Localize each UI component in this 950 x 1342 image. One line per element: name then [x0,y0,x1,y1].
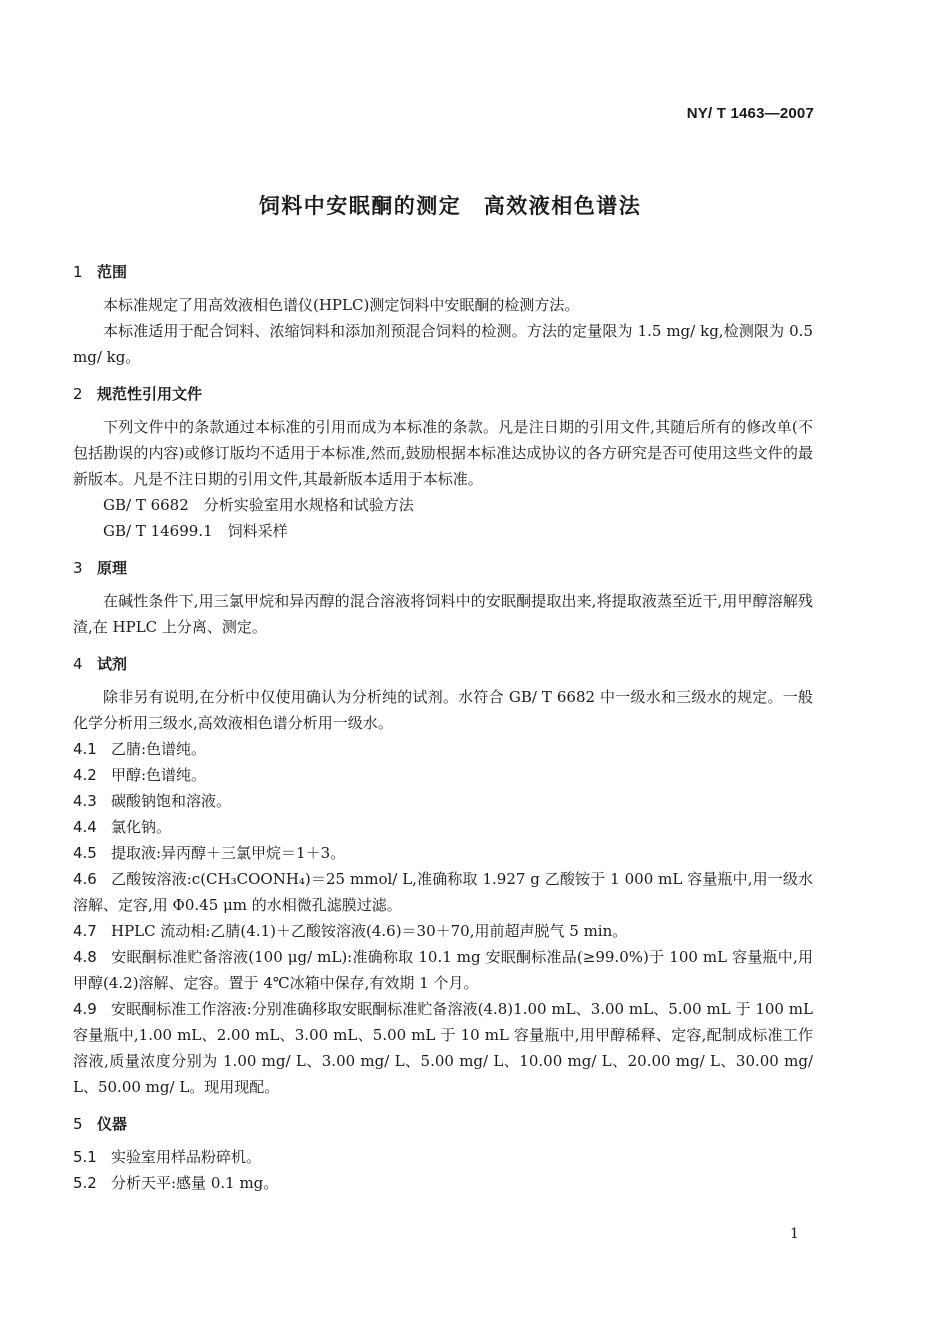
list-item [73,814,813,840]
section-heading-reagents [73,652,813,676]
item-text: 乙腈:色谱纯。 [111,740,207,758]
item-number: 4.9 [73,1000,97,1018]
item-text: 分析天平:感量 0.1 mg。 [111,1174,279,1192]
paragraph: 本标准适用于配合饲料、浓缩饲料和添加剂预混合饲料的检测。方法的定量限为 1.5 mg/ kg,检测限为 0.5 mg/ kg。 [73,322,813,366]
paragraph: 除非另有说明,在分析中仅使用确认为分析纯的试剂。水符合 GB/ T 6682 中一级水和三级水的规定。一般化学分析用三级水,高效液相色谱分析用一级水。 [73,688,813,732]
paragraph: 下列文件中的条款通过本标准的引用而成为本标准的条款。凡是注日期的引用文件,其随后所有的修改单(不包括勘误的内容)或修订版均不适用于本标准,然而,鼓励根据本标准达成协议的各方研究是否可使用这些文件的最新版本。凡是不注日期的引用文件,其最新版本适用于本标准。 [73,418,813,488]
section-heading-scope [73,260,813,284]
section-number: 2 [73,385,83,403]
section-heading-principle [73,556,813,580]
list-item [73,996,813,1100]
item-text: 氯化钠。 [111,818,172,836]
section-title: 试剂 [97,655,128,673]
list-item [73,788,813,814]
section-heading-references [73,382,813,406]
list-item [73,944,813,996]
item-text: 提取液:异丙醇＋三氯甲烷＝1＋3。 [111,844,346,862]
document-body [73,260,813,1196]
item-text: 安眠酮标准贮备溶液(100 μg/ mL):准确称取 10.1 mg 安眠酮标准品(≥99.0%)于 100 mL 容量瓶中,用甲醇(4.2)溶解、定容。置于 4℃冰箱中保存,有效期 1 个月。 [73,948,813,992]
section-number: 1 [73,263,83,281]
list-item [73,762,813,788]
page-number: 1 [790,1226,799,1242]
section-title: 原理 [97,559,128,577]
list-item [73,866,813,918]
document-title: 饲料中安眠酮的测定 高效液相色谱法 [258,194,642,218]
item-number: 5.1 [73,1148,97,1166]
list-item [73,840,813,866]
item-text: HPLC 流动相:乙腈(4.1)＋乙酸铵溶液(4.6)＝30＋70,用前超声脱气 5 min。 [111,922,628,940]
item-number: 4.6 [73,870,97,888]
item-text: 乙酸铵溶液:c(CH₃COONH₄)＝25 mmol/ L,准确称取 1.927 g 乙酸铵于 1 000 mL 容量瓶中,用一级水溶解、定容,用 Φ0.45 μm 的水相微孔滤膜过滤。 [73,870,813,914]
item-text: 碳酸钠饱和溶液。 [111,792,232,810]
item-number: 4.3 [73,792,97,810]
item-text: 安眠酮标准工作溶液:分别准确移取安眠酮标准贮备溶液(4.8)1.00 mL、3.00 mL、5.00 mL 于 100 mL 容量瓶中,1.00 mL、2.00 mL、3.00 mL、5.00 mL 于 10 mL 容量瓶中,用甲醇稀释、定容,配制成标准工作溶液,质量浓度分别为 1.00 mg/ L、3.00 mg/ L、5.00 mg/ L、10.00 mg/ L、20.00 mg/ L、30.00 mg/ L、50.00 mg/ L。现用现配。 [73,1000,813,1096]
item-number: 5.2 [73,1174,97,1192]
paragraph: 本标准规定了用高效液相色谱仪(HPLC)测定饲料中安眠酮的检测方法。 [103,296,580,314]
reference-entry: GB/ T 6682 分析实验室用水规格和试验方法 [103,496,414,514]
item-number: 4.8 [73,948,97,966]
item-number: 4.2 [73,766,97,784]
item-text: 实验室用样品粉碎机。 [111,1148,262,1166]
list-item [73,918,813,944]
section-title: 仪器 [97,1115,128,1133]
section-heading-apparatus [73,1112,813,1136]
section-number: 4 [73,655,83,673]
section-number: 5 [73,1115,83,1133]
section-number: 3 [73,559,83,577]
item-text: 甲醇:色谱纯。 [111,766,207,784]
reference-entry: GB/ T 14699.1 饲料采样 [103,522,288,540]
item-number: 4.7 [73,922,97,940]
item-number: 4.1 [73,740,97,758]
section-title: 范围 [97,263,128,281]
section-title: 规范性引用文件 [97,385,203,403]
standard-code: NY/ T 1463—2007 [686,105,814,122]
item-number: 4.5 [73,844,97,862]
list-item [73,1144,813,1170]
paragraph: 在碱性条件下,用三氯甲烷和异丙醇的混合溶液将饲料中的安眠酮提取出来,将提取液蒸至近干,用甲醇溶解残渣,在 HPLC 上分离、测定。 [73,592,813,636]
list-item [73,736,813,762]
item-number: 4.4 [73,818,97,836]
list-item [73,1170,813,1196]
